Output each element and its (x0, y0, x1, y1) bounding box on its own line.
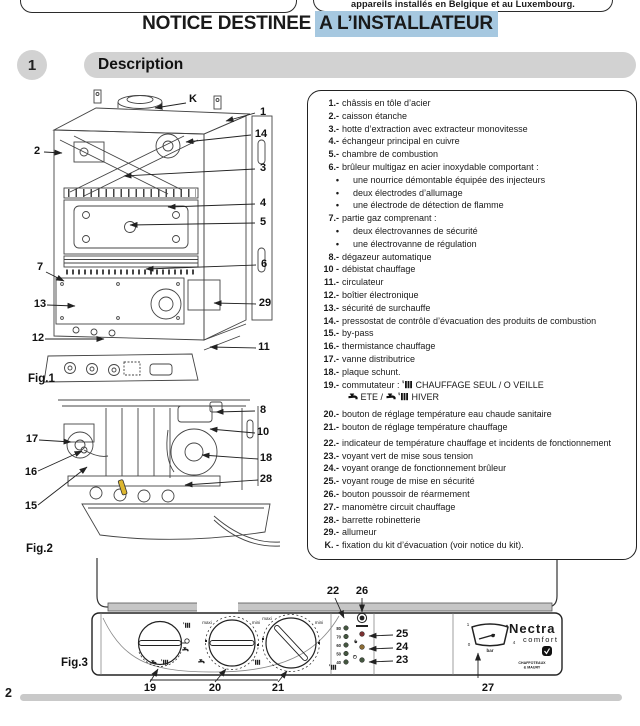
tap-icon (348, 393, 358, 401)
callout-line (47, 305, 75, 306)
temp-scale-label-60: 60 (336, 642, 341, 648)
fig1-boiler-diagram (18, 88, 290, 394)
fig1-callout-29: 29 (258, 297, 272, 309)
callout-line (39, 440, 71, 442)
temp-led (344, 660, 349, 665)
fig3-callout-23: 23 (396, 654, 409, 666)
parts-list-item: 29.- allumeur (323, 527, 377, 538)
temp-scale-label-80: 80 (336, 625, 341, 631)
parts-list-item: 3.- hotte d’extraction avec extracteur monovitesse (328, 123, 528, 134)
parts-list-item: • une électrode de détection de flamme (335, 200, 504, 211)
fig3-callout-19: 19 (143, 682, 157, 694)
fig1-callouts (32, 93, 271, 353)
fig1-callout-7: 7 (36, 261, 44, 273)
fig1-callout-1: 1 (259, 106, 267, 118)
fig1-callout-K: K (189, 93, 197, 105)
power-green-led (360, 658, 365, 663)
safety-red-led (360, 632, 365, 637)
fig1-line-art (44, 90, 272, 382)
fig2-callout-16: 16 (24, 466, 38, 478)
parts-list-item: • deux électrovannes de sécurité (335, 225, 478, 236)
parts-list-item: 6.- brûleur multigaz en acier inoxydable comportant : (328, 161, 539, 172)
fig3-callout-27: 27 (481, 682, 495, 694)
parts-list-item: 23.- voyant vert de mise sous tension (323, 450, 474, 461)
parts-list-item: • deux électrodes d’allumage (335, 187, 463, 198)
parts-list-item: 20.- bouton de réglage température eau chaude sanitaire (323, 409, 552, 420)
parts-list-item: 24.- voyant orange de fonctionnement brûleur (323, 463, 507, 474)
callout-line (185, 480, 258, 485)
section-number-badge (17, 50, 47, 80)
callout-line (130, 223, 255, 225)
callout-line (210, 429, 255, 433)
temp-led (344, 643, 349, 648)
footer-bar (20, 694, 622, 701)
control-panel (92, 613, 562, 675)
dhw-mini-label: mini (251, 620, 261, 625)
callout-line (186, 135, 251, 142)
knob-stop-mark (257, 644, 259, 646)
brand-sub: comfort (523, 635, 559, 644)
fig1-callout-12: 12 (31, 332, 45, 344)
temp-scale-label-40: 40 (336, 659, 341, 665)
temp-led (344, 626, 349, 631)
parts-list-item: 21.- bouton de réglage température chauffage (323, 421, 508, 432)
parts-list-item: K. - fixation du kit d’évacuation (voir notice du kit). (324, 540, 524, 551)
parts-list (307, 90, 637, 560)
callout-line (168, 204, 255, 207)
parts-list-item: 13.- sécurité de surchauffe (323, 302, 431, 313)
boiler-casing-bottom (97, 558, 557, 607)
gauge-tick-0: 0 (467, 642, 471, 647)
parts-list-item: • une nourrice démontable équipée des injecteurs (335, 174, 546, 185)
tap-icon (386, 393, 396, 401)
brand-name: Nectra (509, 621, 556, 636)
header-box-right-text: appareils installés en Belgique et au Luxembourg. (351, 0, 575, 9)
page-number: 2 (5, 686, 12, 700)
fig2-callouts (25, 404, 272, 512)
parts-list-item: 16.- thermistance chauffage (323, 341, 436, 352)
parts-list-item: 19.- commutateur : CHAUFFAGE SEUL / O VEILLE (323, 379, 544, 390)
fig1-label: Fig.1 (28, 373, 55, 385)
parts-list-item: 4.- échangeur principal en cuivre (328, 136, 460, 147)
callout-line (210, 347, 256, 348)
fig3-callout-24: 24 (396, 641, 409, 653)
maker-name-line1: CHAFFOTEAUX (518, 661, 546, 665)
fig1-callout-13: 13 (33, 298, 47, 310)
title-plain: NOTICE DESTINEE (142, 13, 312, 34)
parts-list-item: 7.- partie gaz comprenant : (328, 213, 437, 224)
gauge-tick-4: 4 (512, 640, 516, 645)
callout-line (44, 152, 62, 153)
gas-valve-yellow-lever (118, 479, 127, 495)
page-title (0, 13, 640, 35)
heat-maxi-label: maxi (262, 616, 272, 621)
reset-button-center[interactable] (360, 616, 365, 621)
fig3-callout-22: 22 (326, 585, 340, 597)
burner-orange-led (360, 645, 365, 650)
parts-list-item: 27.- manomètre circuit chauffage (323, 501, 456, 512)
fig3-callout-20: 20 (208, 682, 222, 694)
parts-list-item: 5.- chambre de combustion (328, 149, 439, 160)
parts-list-item: 2.- caisson étanche (328, 110, 408, 121)
callout-line (155, 103, 186, 108)
callout-line (202, 455, 258, 459)
parts-list-item: 14.- pressostat de contrôle d’évacuation des produits de combustion (323, 315, 597, 326)
casing-shadow-strip (108, 603, 552, 611)
gauge-unit-label: bar (486, 648, 494, 653)
fig3-callout-26: 26 (355, 585, 369, 597)
dhw-maxi-label: maxi (202, 620, 212, 625)
callout-line (226, 113, 255, 121)
fig2-callout-8: 8 (259, 404, 267, 416)
reset-button-bar (356, 625, 368, 627)
fig2-line-art (58, 400, 280, 546)
section-number: 1 (27, 56, 37, 74)
fig2-label: Fig.2 (26, 543, 53, 555)
fig2-callout-17: 17 (25, 433, 39, 445)
maker-logo-icon (542, 646, 552, 656)
knob-stop-mark (205, 640, 207, 642)
callout-line (124, 169, 255, 176)
gauge-tick-1: 1 (466, 622, 470, 627)
fig1-callout-14: 14 (254, 128, 268, 140)
fig2-hydraulics-diagram (18, 398, 290, 558)
fig2-callout-18: 18 (259, 452, 273, 464)
parts-list-item: 22.- indicateur de température chauffage et incidents de fonctionnement (323, 437, 612, 448)
callout-line (38, 451, 82, 471)
fig3-label: Fig.3 (61, 657, 88, 669)
fig1-callout-6: 6 (260, 258, 268, 270)
fig1-callout-3: 3 (259, 162, 267, 174)
fig2-callout-28: 28 (259, 473, 273, 485)
section-title: Description (98, 56, 184, 73)
parts-list-item: 15.- by-pass (323, 328, 374, 339)
temp-led (344, 651, 349, 656)
header-box-left (20, 0, 297, 13)
parts-list-item: 8.- dégazeur automatique (328, 251, 432, 262)
parts-list-item: 11.- circulateur (323, 277, 384, 288)
parts-list-item: 25.- voyant rouge de mise en sécurité (323, 476, 475, 487)
title-highlight: A L’INSTALLATEUR (315, 11, 498, 37)
parts-list-item: 10 - débistat chauffage (323, 264, 416, 275)
temp-scale-label-70: 70 (336, 634, 341, 640)
casing-strip-gap (197, 602, 238, 613)
parts-list-item: 26.- bouton poussoir de réarmement (323, 488, 470, 499)
fig1-callout-4: 4 (259, 197, 267, 209)
fig3-callout-25: 25 (396, 628, 409, 640)
section-title-bar (84, 52, 636, 78)
parts-list-item: 12.- boîtier électronique (323, 289, 419, 300)
fig1-callout-11: 11 (258, 341, 270, 353)
temp-led (344, 634, 349, 639)
fig3-callout-21: 21 (271, 682, 285, 694)
parts-list-item: 28.- barrette robinetterie (323, 514, 421, 525)
knob-stop-mark (318, 642, 320, 644)
maker-name-line2: & MAURY (523, 665, 541, 670)
fig2-callout-10: 10 (256, 426, 270, 438)
fig3-control-panel-diagram (55, 556, 640, 708)
radiator-icon (402, 380, 413, 389)
temp-scale-label-50: 50 (336, 651, 341, 657)
parts-list-item: 1.- châssis en tôle d’acier (328, 98, 431, 108)
knob-stop-mark (262, 638, 264, 640)
fig1-callout-5: 5 (259, 216, 267, 228)
fig1-callout-2: 2 (33, 145, 41, 157)
radiator-icon (398, 392, 409, 401)
parts-list-item: 18.- plaque schunt. (323, 366, 401, 377)
fig2-callout-15: 15 (24, 500, 38, 512)
parts-list-item: • une électrovanne de régulation (335, 238, 477, 249)
heat-mini-label: mini (314, 620, 324, 625)
callout-line (46, 272, 64, 281)
parts-list-item: 17.- vanne distributrice (323, 353, 416, 364)
parts-list-item: ETE / HIVER (317, 391, 631, 404)
